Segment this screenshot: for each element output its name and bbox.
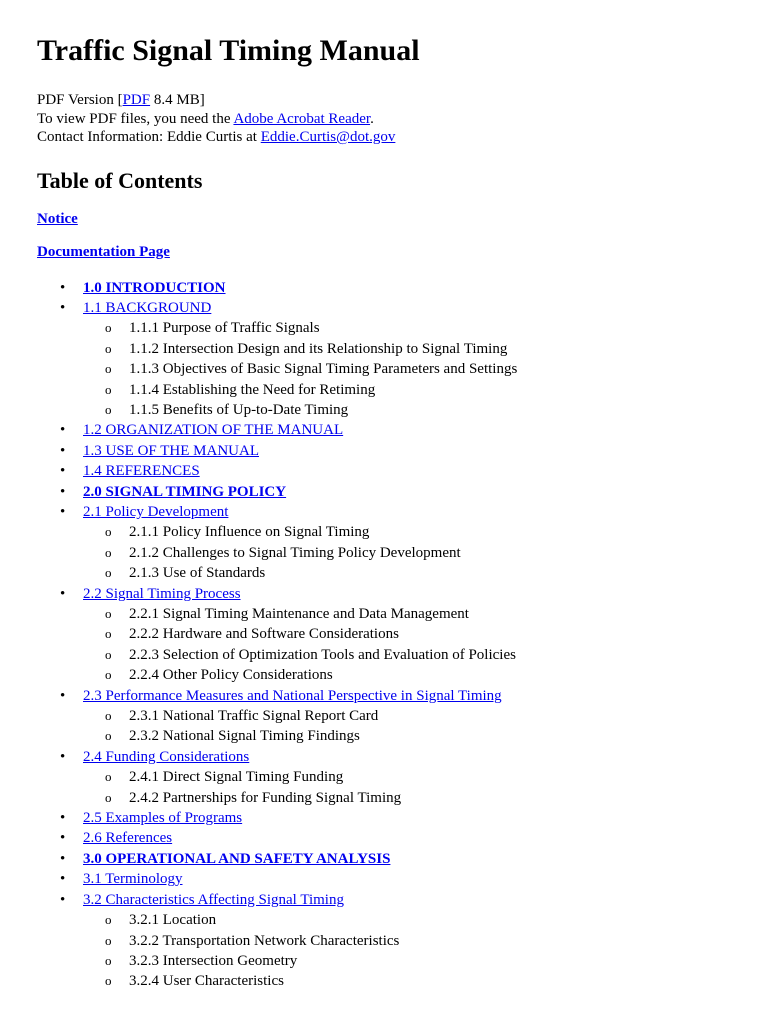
toc-subitem (83, 665, 768, 685)
pdf-link[interactable]: PDF (122, 92, 151, 108)
document-meta (37, 91, 768, 147)
toc-link[interactable]: 3.1 Terminology (83, 871, 183, 888)
toc-subitem-label: 2.3.1 National Traffic Signal Report Card (129, 708, 379, 725)
toc-sublist (83, 522, 768, 583)
toc-subitem-label: 1.1.3 Objectives of Basic Signal Timing Parameters and Settings (129, 361, 518, 378)
circle-bullet-icon: o (105, 912, 112, 928)
toc-link[interactable]: 1.4 REFERENCES (83, 463, 200, 480)
toc-sublist (83, 604, 768, 686)
toc-subitem (83, 726, 768, 746)
bullet-icon: • (60, 442, 66, 459)
circle-bullet-icon: o (105, 708, 112, 724)
toc-link[interactable]: 1.2 ORGANIZATION OF THE MANUAL (83, 422, 344, 439)
toc-subitem-label: 2.3.2 National Signal Timing Findings (129, 728, 360, 745)
toc-subitem (83, 645, 768, 665)
toc-link[interactable]: 2.6 References (83, 830, 173, 847)
toc-subitem (83, 400, 768, 420)
circle-bullet-icon: o (105, 544, 112, 560)
circle-bullet-icon: o (105, 667, 112, 683)
documentation-page-link[interactable]: Documentation Page (37, 243, 170, 260)
bullet-icon: • (60, 299, 66, 316)
bullet-icon: • (60, 871, 66, 888)
toc-subitem-label: 3.2.4 User Characteristics (129, 973, 284, 990)
pdf-version-line (37, 91, 768, 110)
toc-subitem-label: 1.1.2 Intersection Design and its Relationship to Signal Timing (129, 340, 508, 357)
toc-subitem (83, 563, 768, 583)
toc-item (37, 686, 768, 747)
toc-subitem-label: 2.4.1 Direct Signal Timing Funding (129, 769, 344, 786)
toc-item (37, 849, 768, 869)
toc-item (37, 298, 768, 420)
toc-item (37, 502, 768, 584)
toc-link[interactable]: 2.5 Examples of Programs (83, 810, 243, 827)
circle-bullet-icon: o (105, 952, 112, 968)
circle-bullet-icon: o (105, 524, 112, 540)
toc-subitem-label: 1.1.1 Purpose of Traffic Signals (129, 320, 320, 337)
bullet-icon: • (60, 279, 66, 296)
toc-subitem (83, 910, 768, 930)
toc-subitem-label: 3.2.3 Intersection Geometry (129, 952, 298, 969)
circle-bullet-icon: o (105, 932, 112, 948)
circle-bullet-icon: o (105, 789, 112, 805)
toc-subitem (83, 706, 768, 726)
toc-subitem (83, 951, 768, 971)
contact-line (37, 128, 768, 147)
circle-bullet-icon: o (105, 340, 112, 356)
toc-subitem-label: 2.2.4 Other Policy Considerations (129, 667, 333, 684)
bullet-icon: • (60, 463, 66, 480)
toc-subitem-label: 3.2.2 Transportation Network Characteristics (129, 932, 400, 949)
toc-subitem-label: 2.2.2 Hardware and Software Considerations (129, 626, 399, 643)
toc-link[interactable]: 2.0 SIGNAL TIMING POLICY (83, 483, 287, 500)
bullet-icon: • (60, 830, 66, 847)
reader-suffix-text: . (370, 110, 374, 127)
pdf-size-text: 8.4 MB] (150, 92, 205, 108)
circle-bullet-icon: o (105, 769, 112, 785)
toc-subitem (83, 359, 768, 379)
toc-subitem (83, 339, 768, 359)
toc-item (37, 461, 768, 481)
toc-item (37, 441, 768, 461)
circle-bullet-icon: o (105, 646, 112, 662)
bullet-icon: • (60, 503, 66, 520)
toc-subitem (83, 971, 768, 991)
circle-bullet-icon: o (105, 626, 112, 642)
toc-item (37, 584, 768, 686)
toc-subitem-label: 2.1.1 Policy Influence on Signal Timing (129, 524, 370, 541)
toc-link[interactable]: 2.3 Performance Measures and National Perspective in Signal Timing (83, 687, 502, 704)
contact-email-link[interactable]: Eddie.Curtis@dot.gov (260, 129, 396, 145)
bullet-icon: • (60, 850, 66, 867)
toc-subitem (83, 318, 768, 338)
reader-line (37, 110, 768, 129)
toc-list (37, 278, 768, 992)
toc-subitem-label: 1.1.4 Establishing the Need for Retiming (129, 381, 376, 398)
circle-bullet-icon: o (105, 728, 112, 744)
toc-sublist (83, 767, 768, 808)
toc-subitem (83, 380, 768, 400)
reader-prefix-text: To view PDF files, you need the (37, 110, 234, 127)
circle-bullet-icon: o (105, 381, 112, 397)
bullet-icon: • (60, 810, 66, 827)
bullet-icon: • (60, 483, 66, 500)
page-title: Traffic Signal Timing Manual (37, 34, 420, 67)
toc-subitem-label: 2.1.3 Use of Standards (129, 565, 266, 582)
toc-subitem (83, 767, 768, 787)
toc-subitem-label: 2.2.1 Signal Timing Maintenance and Data Management (129, 606, 469, 622)
toc-subitem (83, 604, 768, 624)
toc-link[interactable]: 2.2 Signal Timing Process (83, 585, 241, 602)
adobe-reader-link[interactable]: Adobe Acrobat Reader (233, 110, 371, 127)
circle-bullet-icon: o (105, 401, 112, 417)
toc-sublist (83, 706, 768, 747)
toc-item (37, 278, 768, 298)
toc-item (37, 828, 768, 848)
toc-subitem (83, 788, 768, 808)
toc-sublist (83, 910, 768, 992)
toc-heading: Table of Contents (37, 167, 203, 193)
toc-subitem-label: 2.2.3 Selection of Optimization Tools and Evaluation of Policies (129, 646, 516, 663)
toc-link[interactable]: 1.1 BACKGROUND (83, 299, 212, 316)
toc-item (37, 890, 768, 992)
circle-bullet-icon: o (105, 361, 112, 377)
notice-link[interactable]: Notice (37, 210, 78, 227)
bullet-icon: • (60, 422, 66, 439)
bullet-icon: • (60, 687, 66, 704)
bullet-icon: • (60, 748, 66, 765)
toc-subitem-label: 1.1.5 Benefits of Up-to-Date Timing (129, 401, 349, 418)
toc-link[interactable]: 1.3 USE OF THE MANUAL (83, 442, 259, 459)
toc-subitem-label: 3.2.1 Location (129, 912, 217, 929)
toc-link[interactable]: 3.0 OPERATIONAL AND SAFETY ANALYSIS (83, 850, 391, 867)
circle-bullet-icon: o (105, 606, 112, 621)
toc-sublist (83, 318, 768, 420)
toc-item (37, 420, 768, 440)
pdf-prefix-text: PDF Version [ (37, 92, 123, 108)
toc-item (37, 747, 768, 808)
toc-item (37, 482, 768, 502)
toc-item (37, 808, 768, 828)
toc-subitem-label: 2.4.2 Partnerships for Funding Signal Timing (129, 789, 402, 806)
toc-link[interactable]: 2.4 Funding Considerations (83, 748, 250, 765)
toc-subitem (83, 624, 768, 644)
bullet-icon: • (60, 891, 66, 908)
toc-subitem-label: 2.1.2 Challenges to Signal Timing Policy Development (129, 544, 461, 561)
toc-link[interactable]: 1.0 INTRODUCTION (83, 279, 226, 296)
circle-bullet-icon: o (105, 320, 112, 336)
toc-link[interactable]: 2.1 Policy Development (83, 503, 229, 520)
toc-subitem (83, 543, 768, 563)
toc-link[interactable]: 3.2 Characteristics Affecting Signal Timing (83, 891, 344, 908)
toc-subitem (83, 931, 768, 951)
toc-item (37, 869, 768, 889)
circle-bullet-icon: o (105, 973, 112, 989)
bullet-icon: • (60, 585, 66, 602)
contact-prefix-text: Contact Information: Eddie Curtis at (37, 129, 261, 145)
circle-bullet-icon: o (105, 565, 112, 581)
toc-subitem (83, 522, 768, 542)
